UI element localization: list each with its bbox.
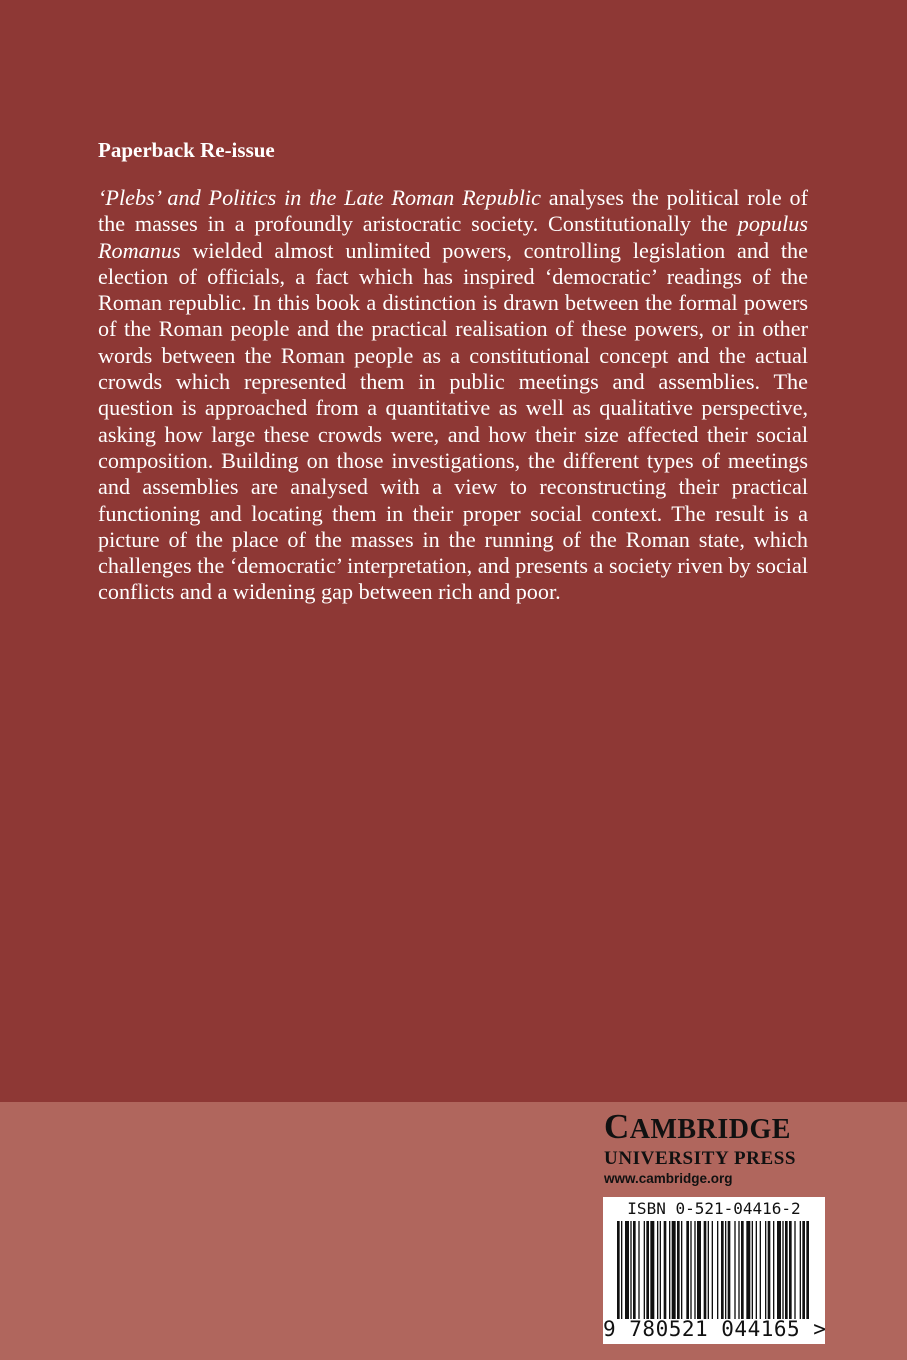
- barcode-bar: [765, 1221, 766, 1319]
- barcode: [603, 1197, 825, 1344]
- barcode-bar: [686, 1221, 689, 1319]
- barcode-bar: [638, 1221, 639, 1319]
- barcode-bar: [785, 1221, 788, 1319]
- barcode-bar: [734, 1221, 735, 1319]
- barcode-bar: [773, 1221, 774, 1319]
- barcode-bar: [746, 1221, 750, 1319]
- barcode-bar: [738, 1221, 739, 1319]
- isbn-number: ISBN 0-521-04416-2: [627, 1199, 801, 1218]
- publisher-url: www.cambridge.org: [604, 1171, 733, 1186]
- barcode-bar: [621, 1221, 622, 1319]
- barcode-bar: [794, 1221, 795, 1319]
- ean-number: 9 780521 044165 >: [603, 1317, 827, 1341]
- barcode-bar: [708, 1221, 709, 1319]
- barcode-bar: [704, 1221, 707, 1319]
- barcode-bar: [756, 1221, 757, 1319]
- barcode-bar: [617, 1221, 620, 1319]
- barcode-bar: [777, 1221, 781, 1319]
- edition-heading: Paperback Re-issue: [98, 138, 275, 162]
- barcode-bar: [725, 1221, 726, 1319]
- barcode-bar: [690, 1221, 691, 1319]
- barcode-bar: [681, 1221, 682, 1319]
- barcode-bar: [657, 1221, 658, 1319]
- description-part-2: wielded almost unlimited powers, controlling legislation and the election of officials, a fact which has inspired ‘democratic’ readings of the Roman republic. In this book a distinction is drawn between the formal powers of the Roman people and the practical realisation of these powers, or in other words between the Roman people as a constitutional concept and the actual crowds which represented them in public meetings and assemblies. The question is approached from a quantitative as well as qualitative perspective, asking how large these crowds were, and how their size affected their social composition. Building on those investigations, the different types of meetings and assemblies are analysed with a view to reconstructing their practical functioning and locating them in their proper social context. The result is a picture of the place of the masses in the running of the Roman state, which challenges the ‘democratic’ interpretation, and presents a society riven by social conflicts and a widening gap between rich and poor.: [98, 237, 808, 605]
- barcode-bar: [694, 1221, 695, 1319]
- barcode-bar: [669, 1221, 670, 1319]
- back-cover-text: [98, 138, 808, 606]
- barcode-bar: [752, 1221, 753, 1319]
- barcode-bar: [697, 1221, 701, 1319]
- barcode-bars-icon: [617, 1221, 813, 1319]
- barcode-bar: [760, 1221, 761, 1319]
- barcode-bar: [664, 1221, 667, 1319]
- barcode-bar: [800, 1221, 801, 1319]
- publisher-name: CAMBRIDGE: [604, 1107, 791, 1146]
- barcode-bar: [677, 1221, 680, 1319]
- barcode-bar: [712, 1221, 713, 1319]
- barcode-bar: [644, 1221, 645, 1319]
- barcode-bar: [650, 1221, 654, 1319]
- barcode-bar: [741, 1221, 744, 1319]
- publisher-subtitle: UNIVERSITY PRESS: [604, 1148, 797, 1169]
- description-part-1: analyses the political role of the masses in a profoundly aristocratic society. Constitutionally the: [98, 185, 808, 237]
- barcode-bar: [646, 1221, 649, 1319]
- barcode-bar: [660, 1221, 661, 1319]
- barcode-bar: [806, 1221, 809, 1319]
- barcode-bar: [717, 1221, 718, 1319]
- barcode-bar: [672, 1221, 676, 1319]
- barcode-bar: [625, 1221, 629, 1319]
- latin-term-italic: populus Romanus: [98, 211, 808, 263]
- barcode-bar: [633, 1221, 636, 1319]
- barcode-bar: [728, 1221, 731, 1319]
- book-title-italic: ‘Plebs’ and Politics in the Late Roman Republic: [98, 185, 541, 210]
- publisher-logo: [604, 1108, 826, 1186]
- barcode-bar: [630, 1221, 631, 1319]
- barcode-bar: [768, 1221, 771, 1319]
- book-description: [98, 185, 808, 606]
- barcode-bar: [782, 1221, 783, 1319]
- barcode-bar: [802, 1221, 805, 1319]
- barcode-bar: [721, 1221, 724, 1319]
- barcode-bar: [789, 1221, 792, 1319]
